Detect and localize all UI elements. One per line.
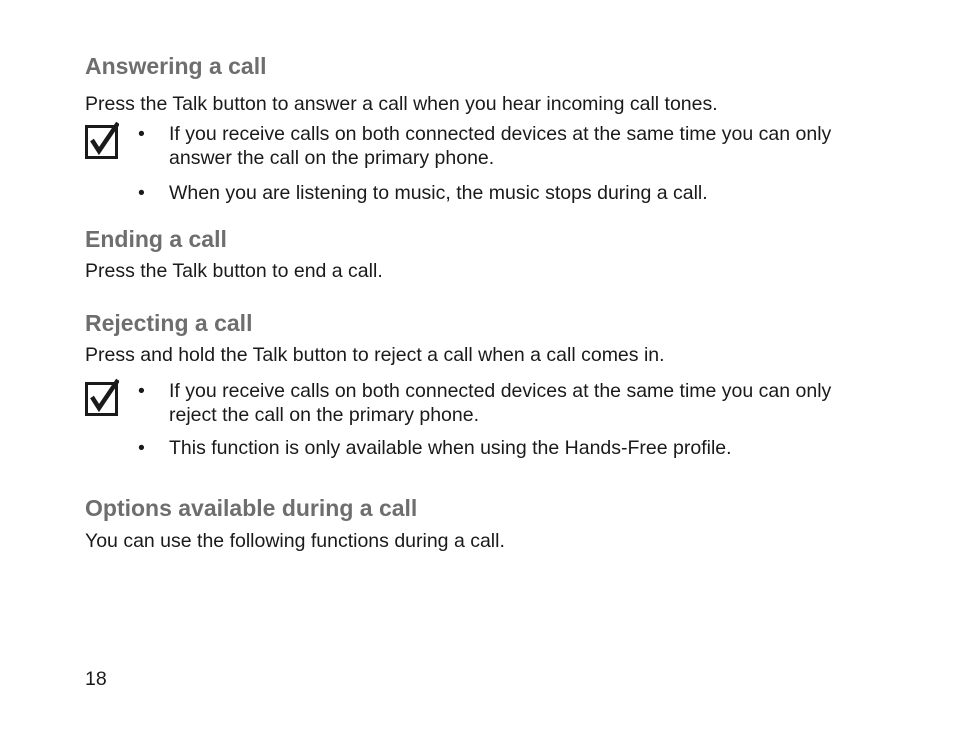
- page-number: 18: [85, 668, 107, 690]
- checkbox-note-icon: [85, 121, 119, 159]
- bullet-marker: •: [138, 123, 145, 145]
- bullet-marker: •: [138, 182, 145, 204]
- note-rejecting-primary: If you receive calls on both connected devices at the same time you can only reject the call on the primary phone.: [169, 380, 832, 426]
- section-body-options: You can use the following functions during a call.: [85, 530, 505, 552]
- note-answering-primary: If you receive calls on both connected devices at the same time you can only answer the call on the primary phone.: [169, 123, 832, 169]
- section-heading-options: Options available during a call: [85, 495, 418, 521]
- section-body-ending: Press the Talk button to end a call.: [85, 260, 383, 282]
- note-rejecting-handsfree: This function is only available when using the Hands-Free profile.: [169, 437, 732, 459]
- bullet-marker: •: [138, 437, 145, 459]
- section-heading-answering: Answering a call: [85, 53, 267, 79]
- checkbox-note-icon: [85, 378, 119, 416]
- note-answering-music: When you are listening to music, the music stops during a call.: [169, 182, 708, 204]
- bullet-marker: •: [138, 380, 145, 402]
- section-body-answering: Press the Talk button to answer a call when you hear incoming call tones.: [85, 93, 718, 115]
- section-heading-ending: Ending a call: [85, 226, 227, 252]
- section-body-rejecting: Press and hold the Talk button to reject a call when a call comes in.: [85, 344, 665, 366]
- section-heading-rejecting: Rejecting a call: [85, 310, 253, 336]
